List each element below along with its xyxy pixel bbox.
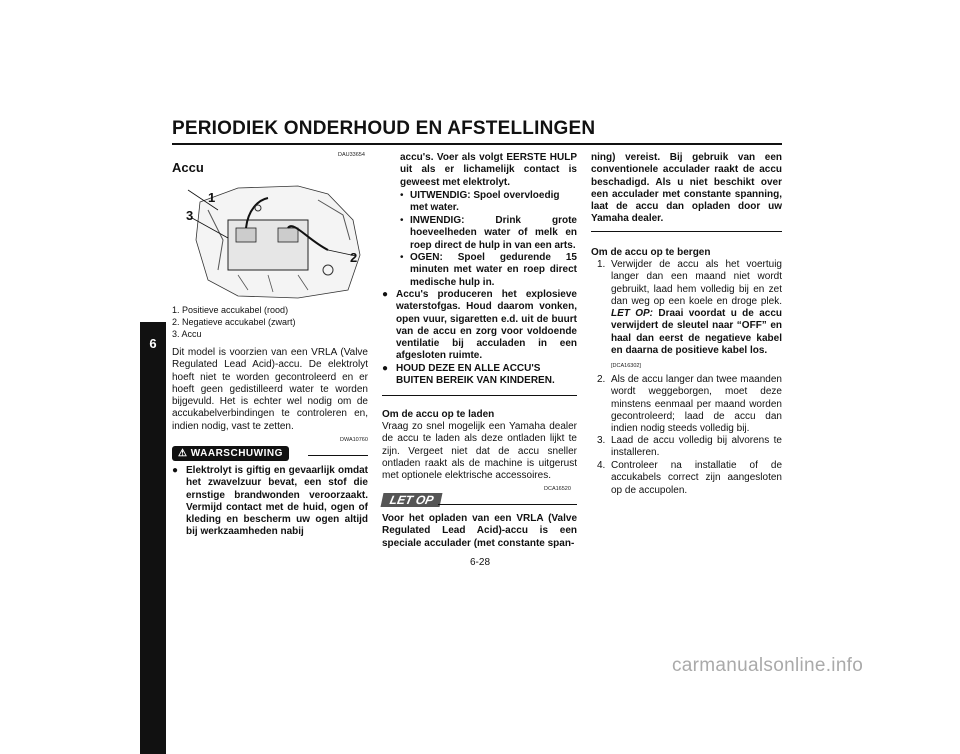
bullet-dot-icon: ●: [382, 289, 389, 300]
sub-bullet-icon: •: [400, 215, 404, 226]
page-number: 6-28: [469, 557, 490, 568]
store-heading: Om de accu op te bergen: [591, 247, 711, 258]
warning-continued: accu's. Voer als volgt EERSTE HULP uit als er lichamelijk contact is geweest met elektrolyt.: [400, 152, 577, 188]
figure-captions: [172, 304, 368, 340]
watermark: carmanualsonline.info: [672, 655, 864, 676]
sub-bullet-icon: •: [400, 190, 404, 201]
first-aid-sub-3: [400, 252, 577, 289]
step-letop-label: LET OP:: [611, 308, 654, 320]
warning-bullet-3: [382, 363, 577, 388]
warning-icon: ⚠: [178, 448, 188, 459]
store-step-2: [597, 374, 782, 435]
letop-header: [382, 486, 577, 507]
step-number: 4.: [597, 460, 606, 471]
store-step-3-text: Laad de accu volledig bij alvorens te installeren.: [611, 435, 782, 459]
first-aid-sub-1: [400, 190, 577, 215]
first-aid-sub-2: [400, 215, 577, 252]
warning-bullet-1-text: Elektrolyt is giftig en gevaarlijk omdat het zwavelzuur bevat, een stof die ernstige brandwonden veroorzaakt. Vermijd contact met de huid, ogen of kleding en bescherm uw ogen altijd bij werkzaamheden nabij: [186, 465, 368, 538]
warning-bullet-2: [382, 289, 577, 363]
bullet-dot-icon: ●: [382, 363, 389, 374]
warning-bullet-1: [172, 465, 368, 539]
section-code: DAU33654: [338, 152, 365, 158]
chapter-tab: [140, 322, 166, 754]
store-step-4: [597, 460, 782, 497]
chapter-tab-label: 6: [149, 336, 157, 351]
warning-bullet-3-text: HOUD DEZE EN ALLE ACCU'S BUITEN BEREIK VAN KINDEREN.: [396, 363, 555, 387]
letop-end-rule: [591, 231, 782, 232]
store-step-1-caution: Draai voordat u de accu verwijdert de sleutel naar “OFF” en haal dan eerst de negatieve kabel en daarna de positieve kabel los.: [611, 308, 782, 357]
warning-rule: [308, 455, 368, 456]
caption-1: 1. Positieve accukabel (rood): [172, 305, 289, 315]
letop-code: DCA16520: [544, 486, 571, 492]
figure-label-3: 3: [186, 208, 194, 223]
sub-bullet-icon: •: [400, 252, 404, 263]
warning-label: WAARSCHUWING: [190, 448, 283, 459]
letop-badge: LET OP: [381, 493, 443, 507]
intro-paragraph: Dit model is voorzien van een VRLA (Valve Regulated Lead Acid)-accu. De elektrolyt hoeft niet te worden gecontroleerd en er hoeft geen gedistilleerd water te worden bijgevuld. Het is echter wel nodig om de accukabelverbindingen te controleren en, indien nodig, vast te zetten.: [172, 347, 368, 432]
store-step-4-text: Controleer na installatie of de accukabels correct zijn aangesloten op de accupolen.: [611, 460, 782, 496]
store-step-2-text: Als de accu langer dan twee maanden wordt weggeborgen, moet deze minstens eenmaal per maand worden gecontroleerd; laad de accu dan indien nodig steeds volledig bij.: [611, 374, 782, 435]
first-aid-sub-3-text: OGEN: Spoel gedurende 15 minuten met water en roep direct medische hulp in.: [410, 252, 577, 288]
charge-paragraph: Vraag zo snel mogelijk een Yamaha dealer de accu te laden als deze ontladen lijkt te zijn. Vergeet niet dat de accu sneller ontladen raakt als de machine is uitgerust met optionele elektrische accessoires.: [382, 421, 577, 482]
caption-3: 3. Accu: [172, 329, 202, 339]
store-step-3: [597, 435, 782, 460]
store-step-1: [597, 259, 782, 373]
section-title: Accu: [172, 160, 204, 175]
first-aid-sub-1-text: UITWENDIG: Spoel overvloedig met water.: [410, 190, 560, 214]
figure-label-1: 1: [208, 190, 216, 205]
battery-illustration: [178, 180, 368, 300]
first-aid-sub-2-text: INWENDIG: Drink grote hoeveelheden water of melk en roep direct de hulp in van een arts.: [410, 215, 577, 251]
warning-badge: [172, 446, 289, 461]
store-step-1-text: Verwijder de accu als het voertuig langer dan een maand niet wordt gebruikt, laad hem volledig bij en zet dan weg op een koele en droge plek.: [611, 259, 782, 307]
step-number: 3.: [597, 435, 606, 446]
header-rule: [172, 143, 782, 145]
charge-heading: Om de accu op te laden: [382, 409, 495, 420]
letop-rule: [438, 504, 577, 505]
letop-text: Voor het opladen van een VRLA (Valve Regulated Lead Acid)-accu is een speciale acculader (met constante span-: [382, 513, 577, 549]
warning-end-rule: [382, 395, 577, 396]
letop-continued: ning) vereist. Bij gebruik van een conventionele acculader raakt de accu beschadigd. Als u niet beschikt over een acculader met constante spanning, laat de accu dan opladen door uw Yamaha dealer.: [591, 152, 782, 225]
step-number: 1.: [597, 259, 606, 270]
step-number: 2.: [597, 374, 606, 385]
page-title: PERIODIEK ONDERHOUD EN AFSTELLINGEN: [172, 118, 596, 139]
bullet-dot-icon: ●: [172, 465, 179, 476]
warning-code: DWA10760: [340, 437, 368, 443]
battery-figure: [178, 180, 368, 300]
warning-header: [172, 437, 368, 459]
caption-2: 2. Negatieve accukabel (zwart): [172, 317, 296, 327]
step-1-code: [DCA16302]: [611, 363, 641, 370]
figure-label-2: 2: [350, 250, 358, 265]
warning-bullet-2-text: Accu's produceren het explosieve waterstofgas. Houd daarom vonken, open vuur, sigaretten e.d. uit de buurt van de accu en zorg voor voldoende ventilatie bij acculaden in een afgesloten ruimte.: [396, 289, 577, 362]
